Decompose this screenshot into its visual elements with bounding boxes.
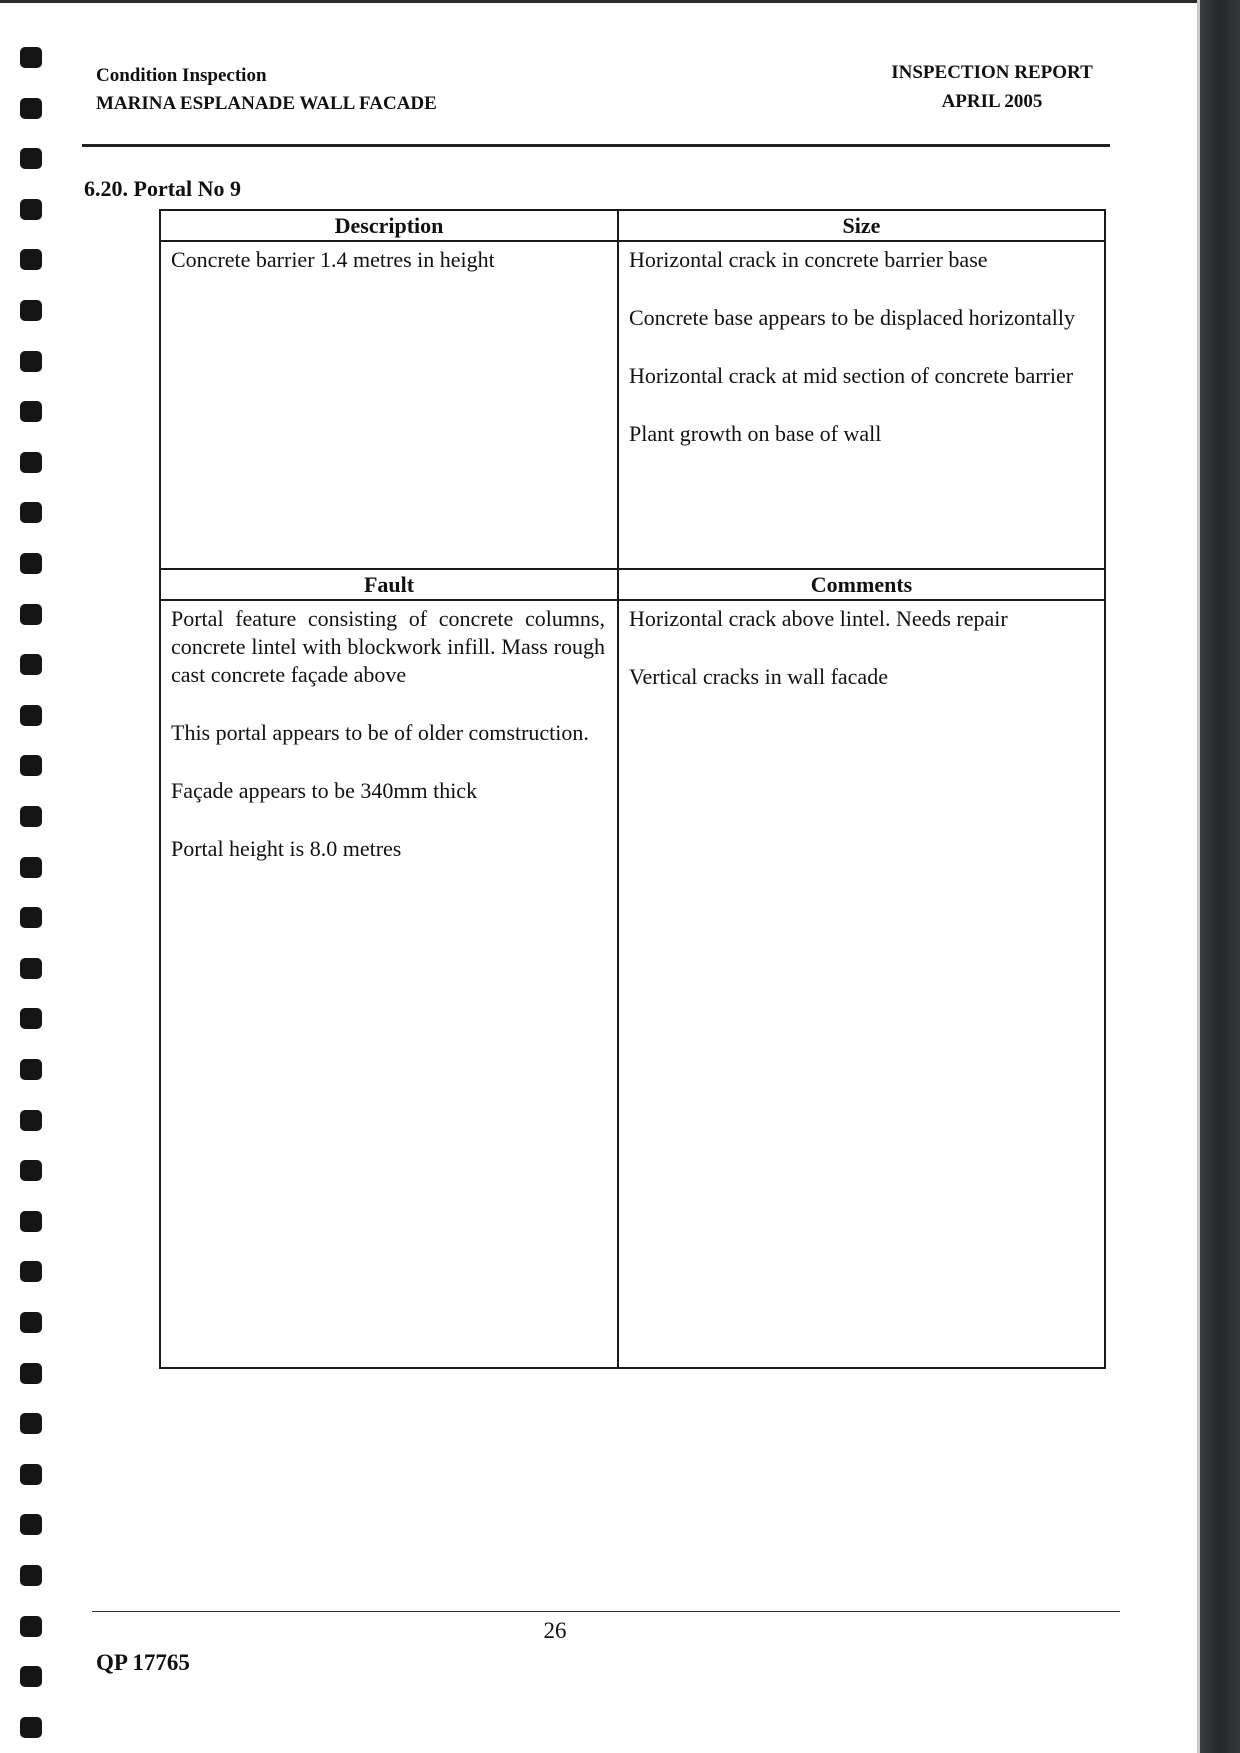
size-item: Horizontal crack in concrete barrier base: [629, 247, 988, 273]
fault-item: Façade appears to be 340mm thick: [171, 778, 478, 804]
binding-hole: [20, 1413, 42, 1434]
binding-hole: [20, 1059, 42, 1080]
size-cell: [618, 241, 1105, 568]
binding-hole: [20, 351, 42, 372]
binding-hole: [20, 857, 42, 878]
binding-hole: [20, 47, 42, 68]
binding-hole: [20, 98, 42, 119]
binding-hole: [20, 1717, 42, 1738]
binding-hole: [20, 148, 42, 169]
binding-hole: [20, 1008, 42, 1029]
binding-hole: [20, 249, 42, 270]
binding-hole: [20, 1363, 42, 1384]
comments-cell: [618, 600, 1105, 1368]
table-header-row: [160, 569, 1105, 600]
fault-header: Fault: [160, 569, 618, 600]
size-item: Concrete base appears to be displaced horizontally: [629, 305, 1075, 331]
fault-item: Portal height is 8.0 metres: [171, 836, 402, 862]
header-report-type: INSPECTION REPORT: [891, 62, 1093, 83]
fault-cell: [160, 600, 618, 1368]
binding-hole: [20, 1160, 42, 1181]
binding-hole: [20, 1565, 42, 1586]
description-text: Concrete barrier 1.4 metres in height: [171, 247, 495, 273]
binding-hole: [20, 1666, 42, 1687]
binding-hole: [20, 1261, 42, 1282]
binding-hole: [20, 958, 42, 979]
binding-hole: [20, 1110, 42, 1131]
size-item: Horizontal crack at mid section of concrete barrier: [629, 363, 1074, 389]
fault-item: Portal feature consisting of concrete columns, concrete lintel with blockwork infill. Mass rough cast concrete façade above: [171, 606, 605, 688]
header-project-title: MARINA ESPLANADE WALL FACADE: [96, 93, 437, 114]
header-left: [96, 62, 437, 118]
document-reference: QP 17765: [96, 1650, 190, 1675]
header-subtitle: Condition Inspection: [96, 65, 267, 86]
header-right: [872, 58, 1112, 116]
size-item: Plant growth on base of wall: [629, 421, 882, 447]
binding-hole: [20, 1514, 42, 1535]
binding-hole: [20, 755, 42, 776]
binding-hole: [20, 705, 42, 726]
binding-hole: [20, 199, 42, 220]
description-header: Description: [160, 210, 618, 241]
page-number: 26: [543, 1618, 567, 1643]
comments-item: Vertical cracks in wall facade: [629, 664, 888, 690]
binding-hole: [20, 806, 42, 827]
binding-hole: [20, 604, 42, 625]
description-cell: [160, 241, 618, 568]
binding-hole: [20, 452, 42, 473]
header-report-date: APRIL 2005: [941, 91, 1043, 112]
binding-hole: [20, 1464, 42, 1485]
binding-hole: [20, 1211, 42, 1232]
comments-item: Horizontal crack above lintel. Needs repair: [629, 606, 1008, 632]
binding-hole: [20, 401, 42, 422]
table-header-row: [160, 210, 1105, 241]
binding-hole: [20, 654, 42, 675]
table-row: [160, 600, 1105, 1368]
binding-hole: [20, 1616, 42, 1637]
fault-item: This portal appears to be of older comstruction.: [171, 720, 589, 746]
size-header: Size: [618, 210, 1105, 241]
comments-header: Comments: [618, 569, 1105, 600]
scan-top-edge: [0, 0, 1240, 3]
spiral-binding-holes: [20, 0, 44, 1753]
binding-hole: [20, 907, 42, 928]
footer-divider: [92, 1611, 1120, 1612]
binding-hole: [20, 502, 42, 523]
inspection-table: [159, 209, 1106, 1369]
section-title: 6.20. Portal No 9: [84, 176, 242, 201]
table-row: [160, 241, 1105, 568]
binding-hole: [20, 553, 42, 574]
scan-right-edge: [1200, 0, 1240, 1753]
binding-hole: [20, 300, 42, 321]
binding-hole: [20, 1312, 42, 1333]
header-divider: [82, 144, 1110, 147]
